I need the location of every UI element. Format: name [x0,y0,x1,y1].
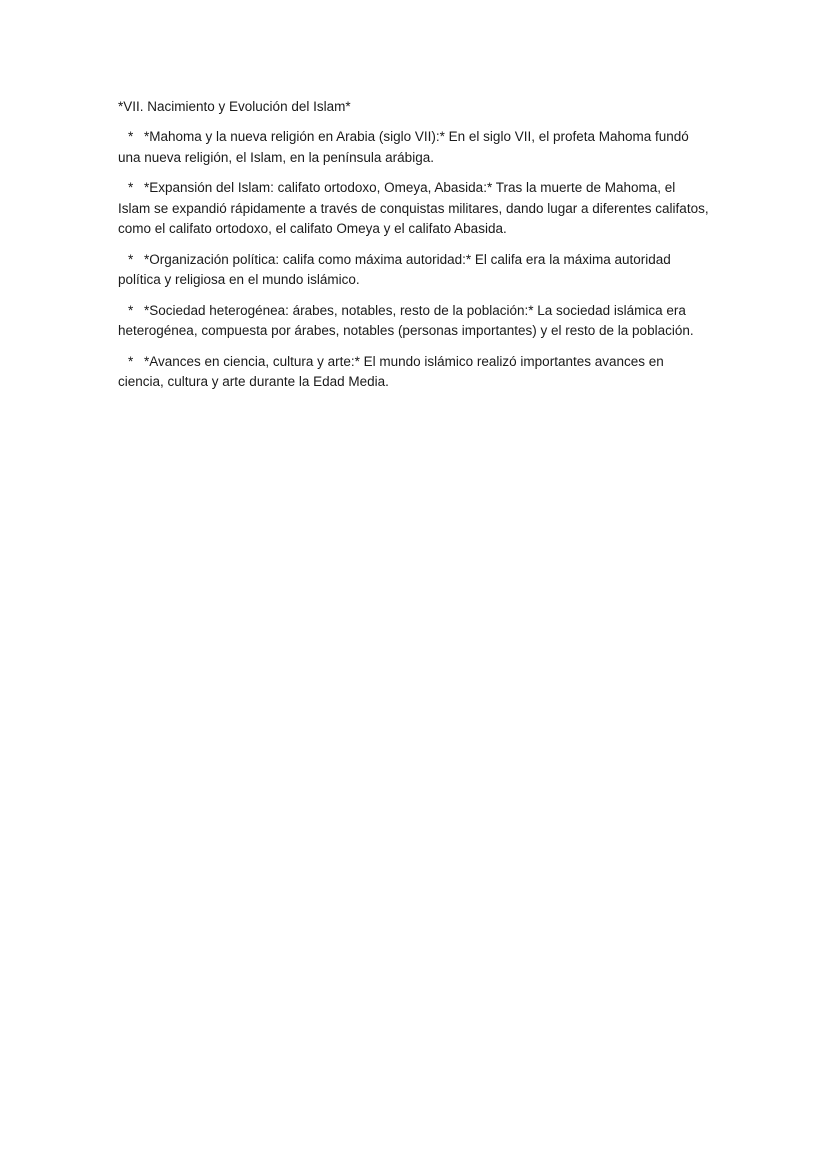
list-item-text: *Expansión del Islam: califato ortodoxo, Omeya, Abasida:* Tras la muerte de Mahoma, el Islam se expandió rápidamente a través de conquistas militares, dando lugar a diferentes califatos, como el califato ortodoxo, el califato Omeya y el califato Abasida. [118,180,709,236]
list-item [118,127,710,168]
list-item [118,178,710,240]
list-item [118,301,710,342]
list-item-text: *Mahoma y la nueva religión en Arabia (siglo VII):* En el siglo VII, el profeta Mahoma fundó una nueva religión, el Islam, en la península arábiga. [118,129,689,165]
bullet-marker: * [128,180,134,195]
list-item [118,352,710,393]
list-item-text: *Organización política: califa como máxima autoridad:* El califa era la máxima autoridad política y religiosa en el mundo islámico. [118,251,671,287]
list-item-text: *Sociedad heterogénea: árabes, notables, resto de la población:* La sociedad islámica era heterogénea, compuesta por árabes, notables (personas importantes) y el resto de la población. [118,302,694,338]
bullet-marker: * [128,302,134,318]
bullet-marker: * [128,129,134,144]
bullet-marker: * [128,251,134,267]
document-page [118,97,710,403]
list-item [118,250,710,291]
list-item-text: *Avances en ciencia, cultura y arte:* El mundo islámico realizó importantes avances en ciencia, cultura y arte durante la Edad Media. [118,353,664,389]
section-heading: *VII. Nacimiento y Evolución del Islam* [118,99,351,114]
bullet-marker: * [128,353,134,369]
